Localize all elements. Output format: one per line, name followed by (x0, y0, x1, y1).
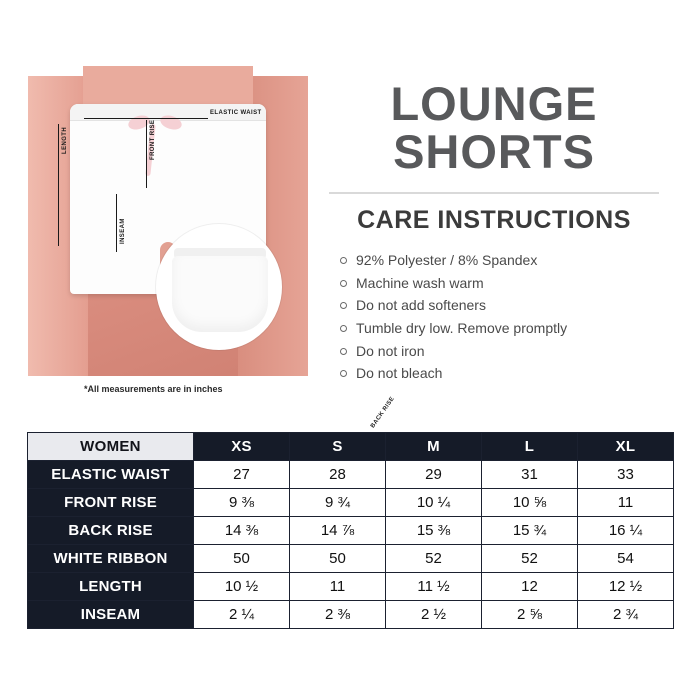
cell-length-xl: 12 ½ (578, 573, 674, 601)
row-label-inseam: INSEAM (28, 601, 194, 629)
cell-elastic-waist-xl: 33 (578, 461, 674, 489)
title-divider (329, 192, 659, 194)
table-header-size-s: S (290, 433, 386, 461)
list-item: Machine wash warm (340, 272, 672, 295)
table-row (28, 517, 674, 545)
cell-back-rise-m: 15 ⅜ (386, 517, 482, 545)
cell-inseam-l: 2 ⅝ (482, 601, 578, 629)
measure-line-length (58, 124, 59, 246)
table-row (28, 601, 674, 629)
cell-inseam-xs: 2 ¼ (194, 601, 290, 629)
care-instructions-list (316, 249, 672, 385)
cell-elastic-waist-l: 31 (482, 461, 578, 489)
cell-front-rise-m: 10 ¼ (386, 489, 482, 517)
cell-length-xs: 10 ½ (194, 573, 290, 601)
cell-back-rise-l: 15 ¾ (482, 517, 578, 545)
table-header-size-m: M (386, 433, 482, 461)
cell-length-l: 12 (482, 573, 578, 601)
table-row (28, 489, 674, 517)
cell-elastic-waist-s: 28 (290, 461, 386, 489)
table-header-size-l: L (482, 433, 578, 461)
cell-front-rise-xl: 11 (578, 489, 674, 517)
measure-line-elastic-waist (84, 118, 208, 119)
list-item: Do not iron (340, 340, 672, 363)
cell-back-rise-xs: 14 ⅜ (194, 517, 290, 545)
cell-length-s: 11 (290, 573, 386, 601)
cell-elastic-waist-m: 29 (386, 461, 482, 489)
cell-front-rise-s: 9 ¾ (290, 489, 386, 517)
list-item: 92% Polyester / 8% Spandex (340, 249, 672, 272)
cell-length-m: 11 ½ (386, 573, 482, 601)
table-row (28, 545, 674, 573)
ribbon-loop-right (159, 113, 184, 132)
table-body (28, 461, 674, 629)
table-header (28, 433, 674, 461)
cell-inseam-s: 2 ⅜ (290, 601, 386, 629)
ribbon-loop-left (127, 113, 152, 132)
list-item: Do not bleach (340, 362, 672, 385)
cell-white-ribbon-xl: 54 (578, 545, 674, 573)
row-label-length: LENGTH (28, 573, 194, 601)
table-header-size-xs: XS (194, 433, 290, 461)
cell-white-ribbon-xs: 50 (194, 545, 290, 573)
cell-white-ribbon-m: 52 (386, 545, 482, 573)
measure-line-inseam (116, 194, 117, 252)
table-row (28, 433, 674, 461)
measurements-footnote: *All measurements are in inches (84, 384, 223, 394)
table-corner-label: WOMEN (28, 433, 194, 461)
row-label-white-ribbon: WHITE RIBBON (28, 545, 194, 573)
cell-elastic-waist-xs: 27 (194, 461, 290, 489)
cell-front-rise-l: 10 ⅝ (482, 489, 578, 517)
diagram-label-length: LENGTH (62, 126, 68, 154)
product-title (316, 77, 672, 178)
diagram-label-front-rise: FRONT RISE (150, 119, 156, 160)
row-label-front-rise: FRONT RISE (28, 489, 194, 517)
cell-front-rise-xs: 9 ⅜ (194, 489, 290, 517)
row-label-back-rise: BACK RISE (28, 517, 194, 545)
measure-line-front-rise (146, 120, 147, 188)
size-chart-table (27, 432, 674, 629)
cell-inseam-xl: 2 ¾ (578, 601, 674, 629)
inset-shorts-back (172, 256, 268, 332)
care-instructions-heading: CARE INSTRUCTIONS (357, 205, 631, 234)
cell-back-rise-xl: 16 ¼ (578, 517, 674, 545)
row-label-elastic-waist: ELASTIC WAIST (28, 461, 194, 489)
product-title-line2: SHORTS (393, 124, 595, 178)
size-chart-table-wrap (27, 432, 673, 629)
cell-white-ribbon-s: 50 (290, 545, 386, 573)
list-item: Tumble dry low. Remove promptly (340, 317, 672, 340)
table-row (28, 461, 674, 489)
diagram-label-elastic-waist: ELASTIC WAIST (210, 110, 262, 116)
diagram-label-inseam: INSEAM (120, 218, 126, 244)
cell-white-ribbon-l: 52 (482, 545, 578, 573)
table-header-size-xl: XL (578, 433, 674, 461)
cell-back-rise-s: 14 ⅞ (290, 517, 386, 545)
product-info-column (316, 77, 672, 385)
list-item: Do not add softeners (340, 294, 672, 317)
diagram-label-back-rise: BACK RISE (370, 396, 396, 430)
cell-inseam-m: 2 ½ (386, 601, 482, 629)
product-title-line1: LOUNGE (390, 77, 598, 130)
table-row (28, 573, 674, 601)
